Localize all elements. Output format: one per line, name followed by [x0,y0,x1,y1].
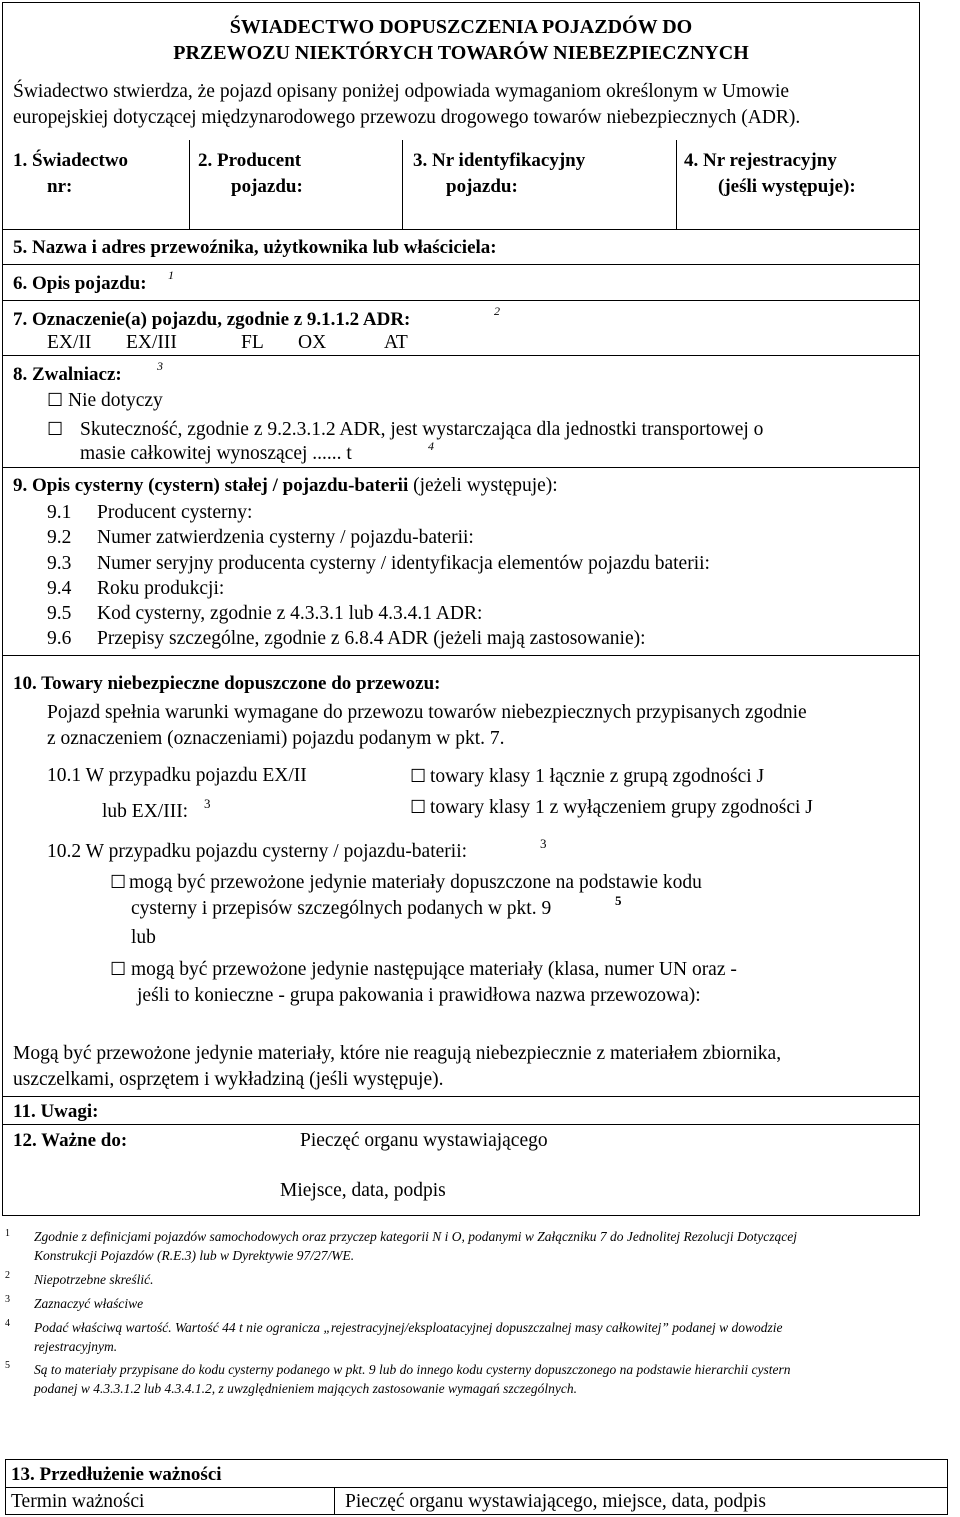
tank-field-9-2-label: Numer zatwierdzenia cysterny / pojazdu-baterii: [97,527,474,548]
field-3-vin-label: 3. Nr identyfikacyjny [413,150,586,171]
field-5-carrier-label: 5. Nazwa i adres przewoźnika, użytkownika lub właściciela: [13,237,497,258]
field-2-manufacturer-label: 2. Producent [198,150,302,171]
tank-field-9-3-label: Numer seryjny producenta cysterny / identyfikacja elementów pojazdu baterii: [97,553,710,574]
field-4-registration-label-2: (jeśli występuje): [718,176,856,197]
checkbox-tank-code-substances[interactable]: ☐ [110,872,127,892]
field-1-certificate-number-label: 1. Świadectwo [13,150,129,171]
divider-after-fields-1-4 [2,229,920,230]
checkbox-class1-without-group-j[interactable]: ☐ [410,797,427,817]
field-8-footnote-ref: 3 [157,359,163,373]
retarder-effectiveness-line-2: masie całkowitej wynoszącej ...... t [80,443,352,464]
compatibility-note-line-1: Mogą być przewożone jedynie materiały, które nie reagują niebezpiecznie z materiałem zbiornika, [13,1043,782,1064]
field-4-registration-label: 4. Nr rejestracyjny [684,150,837,171]
subsection-10-2-footnote-ref: 3 [540,836,547,851]
divider-after-field-8 [2,467,920,468]
class1-without-group-j-label: towary klasy 1 z wyłączeniem grupy zgodności J [430,797,813,818]
section-12-valid-until-label: 12. Ważne do: [13,1130,128,1151]
field-1-certificate-number-label-2: nr: [47,176,73,197]
section-13-renewal-title: 13. Przedłużenie ważności [11,1464,222,1485]
divider-after-section-11 [2,1124,920,1125]
tank-field-9-2-number: 9.2 [47,527,72,548]
subsection-10-1-label-2: lub EX/III: [102,801,189,822]
section-9-title-rest: (jeżeli występuje): [408,475,558,496]
tank-field-9-1-label: Producent cysterny: [97,502,253,523]
subsection-10-1-footnote-ref: 3 [204,796,211,811]
tank-code-footnote-ref: 5 [615,893,622,908]
footnote-3-number: 3 [5,1294,10,1305]
footnote-5-number: 5 [5,1360,10,1371]
tank-field-9-1-number: 9.1 [47,502,72,523]
section-11-remarks-label: 11. Uwagi: [13,1101,99,1122]
footnote-4-number: 4 [5,1318,10,1329]
divider-after-field-6 [2,300,920,301]
divider-field-2-3 [402,140,403,229]
footnote-1-text-line-2: Konstrukcji Pojazdów (R.E.3) lub w Dyrektywie 97/27/WE. [34,1248,355,1263]
divider-after-field-5 [2,264,920,265]
designation-option-fl[interactable]: FL [241,332,264,353]
retarder-not-applicable-label: Nie dotyczy [68,390,163,411]
checkbox-retarder-effectiveness[interactable]: ☐ [47,419,64,439]
section-10-title: 10. Towary niebezpieczne dopuszczone do przewozu: [13,673,441,694]
subsection-10-2-label: 10.2 W przypadku pojazdu cysterny / pojazdu-baterii: [47,841,468,862]
renewal-expiry-date-header: Termin ważności [11,1491,145,1512]
section-10-intro-line-1: Pojazd spełnia warunki wymagane do przewozu towarów niebezpiecznych przypisanych zgodnie [47,702,807,723]
field-6-vehicle-description-label: 6. Opis pojazdu: [13,273,147,294]
or-connector: lub [131,927,156,948]
section-9-title [13,476,558,496]
section-10-intro-line-2: z oznaczeniem (oznaczeniami) pojazdu podanym w pkt. 7. [47,728,505,749]
compatibility-note-line-2: uszczelkami, osprzętem i wykładziną (jeśli występuje). [13,1069,444,1090]
checkbox-not-applicable[interactable]: ☐ [47,390,64,410]
subsection-10-1-label: 10.1 W przypadku pojazdu EX/II [47,765,307,786]
checkbox-listed-substances[interactable]: ☐ [110,959,127,979]
divider-after-section-10 [2,1096,920,1097]
listed-substances-line-1: mogą być przewożone jedynie następujące materiały (klasa, numer UN oraz - [131,959,737,980]
field-2-manufacturer-label-2: pojazdu: [231,176,303,197]
tank-code-substances-line-2: cysterny i przepisów szczególnych podanych w pkt. 9 [131,898,552,919]
designation-option-ex-iii[interactable]: EX/III [126,332,177,353]
footnote-1-number: 1 [5,1228,10,1239]
intro-text-line-2: europejskiej dotyczącej międzynarodowego przewozu drogowego towarów niebezpiecznych (ADR). [13,107,801,128]
footnote-4-text-line-2: rejestracyjnym. [34,1339,118,1354]
issuing-authority-stamp-label: Pieczęć organu wystawiającego [300,1130,548,1151]
intro-text-line-1: Świadectwo stwierdza, że pojazd opisany poniżej odpowiada wymaganiom określonym w Umowie [13,81,790,102]
place-date-signature-label: Miejsce, data, podpis [280,1180,446,1201]
document-title-line-2: PRZEWOZU NIEKTÓRYCH TOWARÓW NIEBEZPIECZNYCH [173,42,749,64]
field-6-footnote-ref: 1 [168,268,174,282]
tank-field-9-6-number: 9.6 [47,628,72,649]
footnote-4-text-line-1: Podać właściwą wartość. Wartość 44 t nie ogranicza „rejestracyjnej/eksploatacyjnej dopuszczalnej masy całkowitej” podanej w dowodzie [34,1320,783,1335]
field-3-vin-label-2: pojazdu: [446,176,518,197]
footnote-5-text-line-2: podanej w 4.3.3.1.2 lub 4.3.4.1.2, z uwzględnieniem mających zastosowanie wymagań szczególnych. [34,1381,577,1396]
tank-field-9-5-label: Kod cysterny, zgodnie z 4.3.3.1 lub 4.3.4.1 ADR: [97,603,483,624]
tank-field-9-3-number: 9.3 [47,553,72,574]
footnote-2-text: Niepotrzebne skreślić. [34,1272,154,1287]
divider-field-3-4 [676,140,677,229]
divider-after-section-9 [2,655,920,656]
tank-field-9-6-label: Przepisy szczególne, zgodnie z 6.8.4 ADR (jeżeli mają zastosowanie): [97,628,646,649]
retarder-footnote-ref: 4 [428,439,434,453]
retarder-effectiveness-line-1: Skuteczność, zgodnie z 9.2.3.1.2 ADR, jest wystarczająca dla jednostki transportowej o [80,419,764,440]
divider-field-1-2 [189,140,190,229]
tank-code-substances-line-1: mogą być przewożone jedynie materiały dopuszczone na podstawie kodu [129,872,702,893]
checkbox-class1-with-group-j[interactable]: ☐ [410,766,427,786]
section-9-title-bold: 9. Opis cysterny (cystern) stałej / pojazdu-baterii [13,475,409,496]
document-title-line-1: ŚWIADECTWO DOPUSZCZENIA POJAZDÓW DO [229,16,693,38]
footnote-5-text-line-1: Są to materiały przypisane do kodu cysterny podanego w pkt. 9 lub do innego kodu cysterny dopuszczonego na podstawie hierarchii cystern [34,1362,791,1377]
field-7-footnote-ref: 2 [494,304,500,318]
footnote-3-text: Zaznaczyć właściwe [34,1296,144,1311]
tank-field-9-5-number: 9.5 [47,603,72,624]
footnote-1-text-line-1: Zgodnie z definicjami pojazdów samochodowych oraz przyczep kategorii N i O, podanymi w Załączniku 7 do Jednolitej Rezolucji Dotyczącej [34,1229,798,1244]
tank-field-9-4-number: 9.4 [47,578,72,599]
field-7-designation-label: 7. Oznaczenie(a) pojazdu, zgodnie z 9.1.1.2 ADR: [13,309,411,330]
renewal-table-column-divider [334,1487,335,1514]
divider-after-field-7 [2,355,920,356]
renewal-stamp-header: Pieczęć organu wystawiającego, miejsce, data, podpis [345,1491,766,1512]
renewal-table-row-divider [5,1487,948,1488]
field-8-retarder-label: 8. Zwalniacz: [13,364,122,385]
class1-with-group-j-label: towary klasy 1 łącznie z grupą zgodności J [430,766,765,787]
designation-option-ex-ii[interactable]: EX/II [47,332,92,353]
tank-field-9-4-label: Roku produkcji: [97,578,225,599]
designation-option-at[interactable]: AT [384,332,408,353]
footnote-2-number: 2 [5,1270,10,1281]
designation-option-ox[interactable]: OX [298,332,327,353]
listed-substances-line-2: jeśli to konieczne - grupa pakowania i prawidłowa nazwa przewozowa): [137,985,701,1006]
